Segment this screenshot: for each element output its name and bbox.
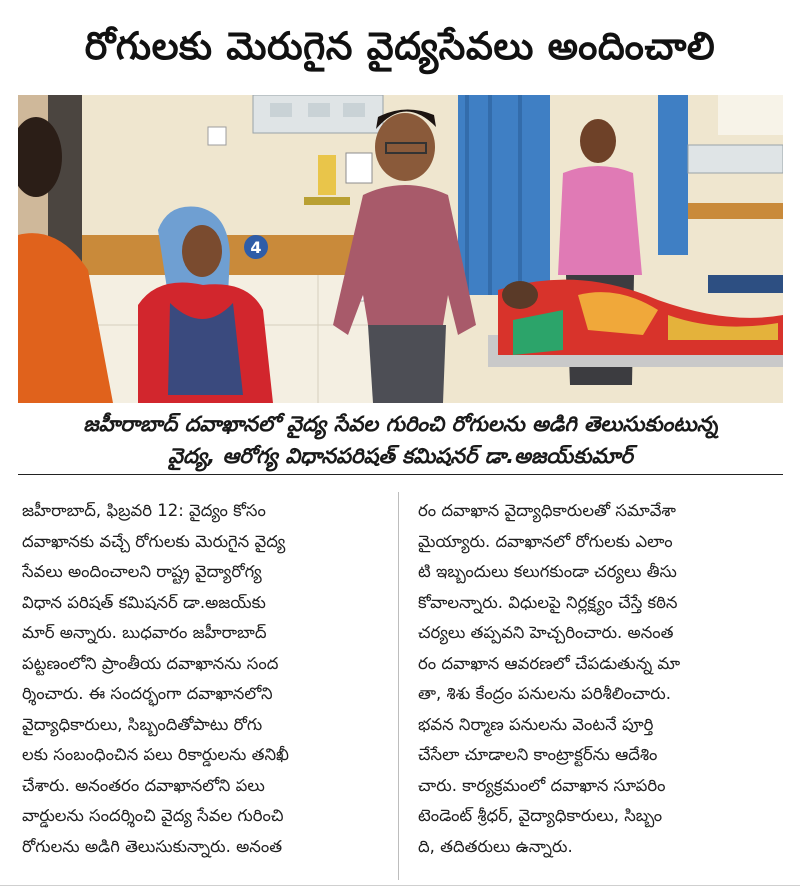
news-photo: [18, 95, 783, 403]
article-line: మైయ్యారు. దవాఖానలో రోగులకు ఎలాం: [418, 531, 673, 551]
article-line: దవాఖానకు వచ్చే రోగులకు మెరుగైన వైద్య: [22, 531, 286, 551]
flowmeter: [318, 155, 336, 195]
article-line: కోవాలన్నారు. విధులపై నిర్లక్ష్యం చేస్తే కఠిన: [418, 592, 678, 612]
article-line: చారు. కార్యక్రమంలో దవాఖాన సూపరిం: [418, 775, 666, 795]
column-divider: [398, 492, 399, 880]
article-line: విధాన పరిషత్ కమిషనర్ డా.అజయ్‌కు: [22, 592, 266, 612]
wall-socket: [208, 127, 226, 145]
bed-patient-head: [502, 281, 538, 309]
article-line: ర్శించారు. ఈ సందర్భంగా దవాఖానలోని: [22, 684, 273, 703]
article-line: రోగులను అడిగి తెలుసుకున్నారు. అనంత: [22, 836, 283, 856]
caption-line: జహీరాబాద్ దవాఖానలో వైద్య సేవల గురించి రోగులను అడిగి తెలుసుకుంటున్న: [83, 412, 718, 436]
article-line: తా, శిశు కేంద్రం పనులను పరిశీలించారు.: [418, 684, 671, 703]
curtain-left: [458, 95, 550, 295]
article-line: జహీరాబాద్, ఫిబ్రవరి 12: వైద్యం కోసం: [22, 501, 266, 520]
article-line: సేవలు అందించాలని రాష్ట్ర వైద్యారోగ్య: [22, 562, 262, 581]
curtain-right: [658, 95, 688, 255]
article-line: రం దవాఖాన ఆవరణలో చేపడుతున్న మా: [418, 653, 681, 673]
article-line: వార్డులను సందర్శించి వైద్య సేవల గురించి: [22, 806, 284, 825]
article-line: భవన నిర్మాణ పనులను వెంటనే పూర్తి: [418, 714, 654, 734]
article-line: వైద్యాధికారులు, సిబ్బందితోపాటు రోగు: [22, 714, 263, 734]
article-line: పట్టణంలోని ప్రాంతీయ దవాఖానను సంద: [22, 653, 279, 673]
bottom-rule: [0, 885, 800, 886]
article-line: ది, తదితరులు ఉన్నారు.: [418, 836, 573, 856]
attendant-head: [580, 119, 616, 163]
article-line: టి ఇబ్బందులు కలుగకుండా చర్యలు తీసు: [418, 562, 677, 581]
article-line: రం దవాఖాన వైద్యాధికారులతో సమావేశా: [418, 501, 676, 520]
article-line: లకు సంబంధించిన పలు రికార్డులను తనిఖీ: [22, 745, 289, 764]
article-column-right: [418, 496, 778, 876]
bed-mattress-right: [708, 275, 783, 293]
article-column-left: [22, 496, 382, 876]
attendant-shirt: [558, 166, 642, 275]
headline: రోగులకు మెరుగైన వైద్యసేవలు అందించాలి: [84, 24, 716, 68]
article-line: చేసేలా చూడాలని కాంట్రాక్టర్‌ను ఆదేశిం: [418, 745, 658, 764]
patient-face: [182, 225, 222, 277]
article-line: మార్ అన్నారు. బుధవారం జహీరాబాద్: [22, 623, 267, 642]
caption-line: వైద్య, ఆరోగ్య విధానపరిషత్ కమిషనర్ డా.అజయ్‌కుమార్: [168, 444, 633, 468]
bed-number-text: 4: [250, 238, 262, 257]
official-trousers: [368, 325, 446, 403]
article-line: చర్యలు తప్పవని హెచ్చరించారు. అనంత: [418, 623, 674, 642]
photo-caption: [18, 408, 783, 475]
article-line: టెండెంట్ శ్రీధర్, వైద్యాధికారులు, సిబ్బం: [418, 806, 663, 825]
article-line: చేశారు. అనంతరం దవాఖానలోని పలు: [22, 775, 265, 795]
